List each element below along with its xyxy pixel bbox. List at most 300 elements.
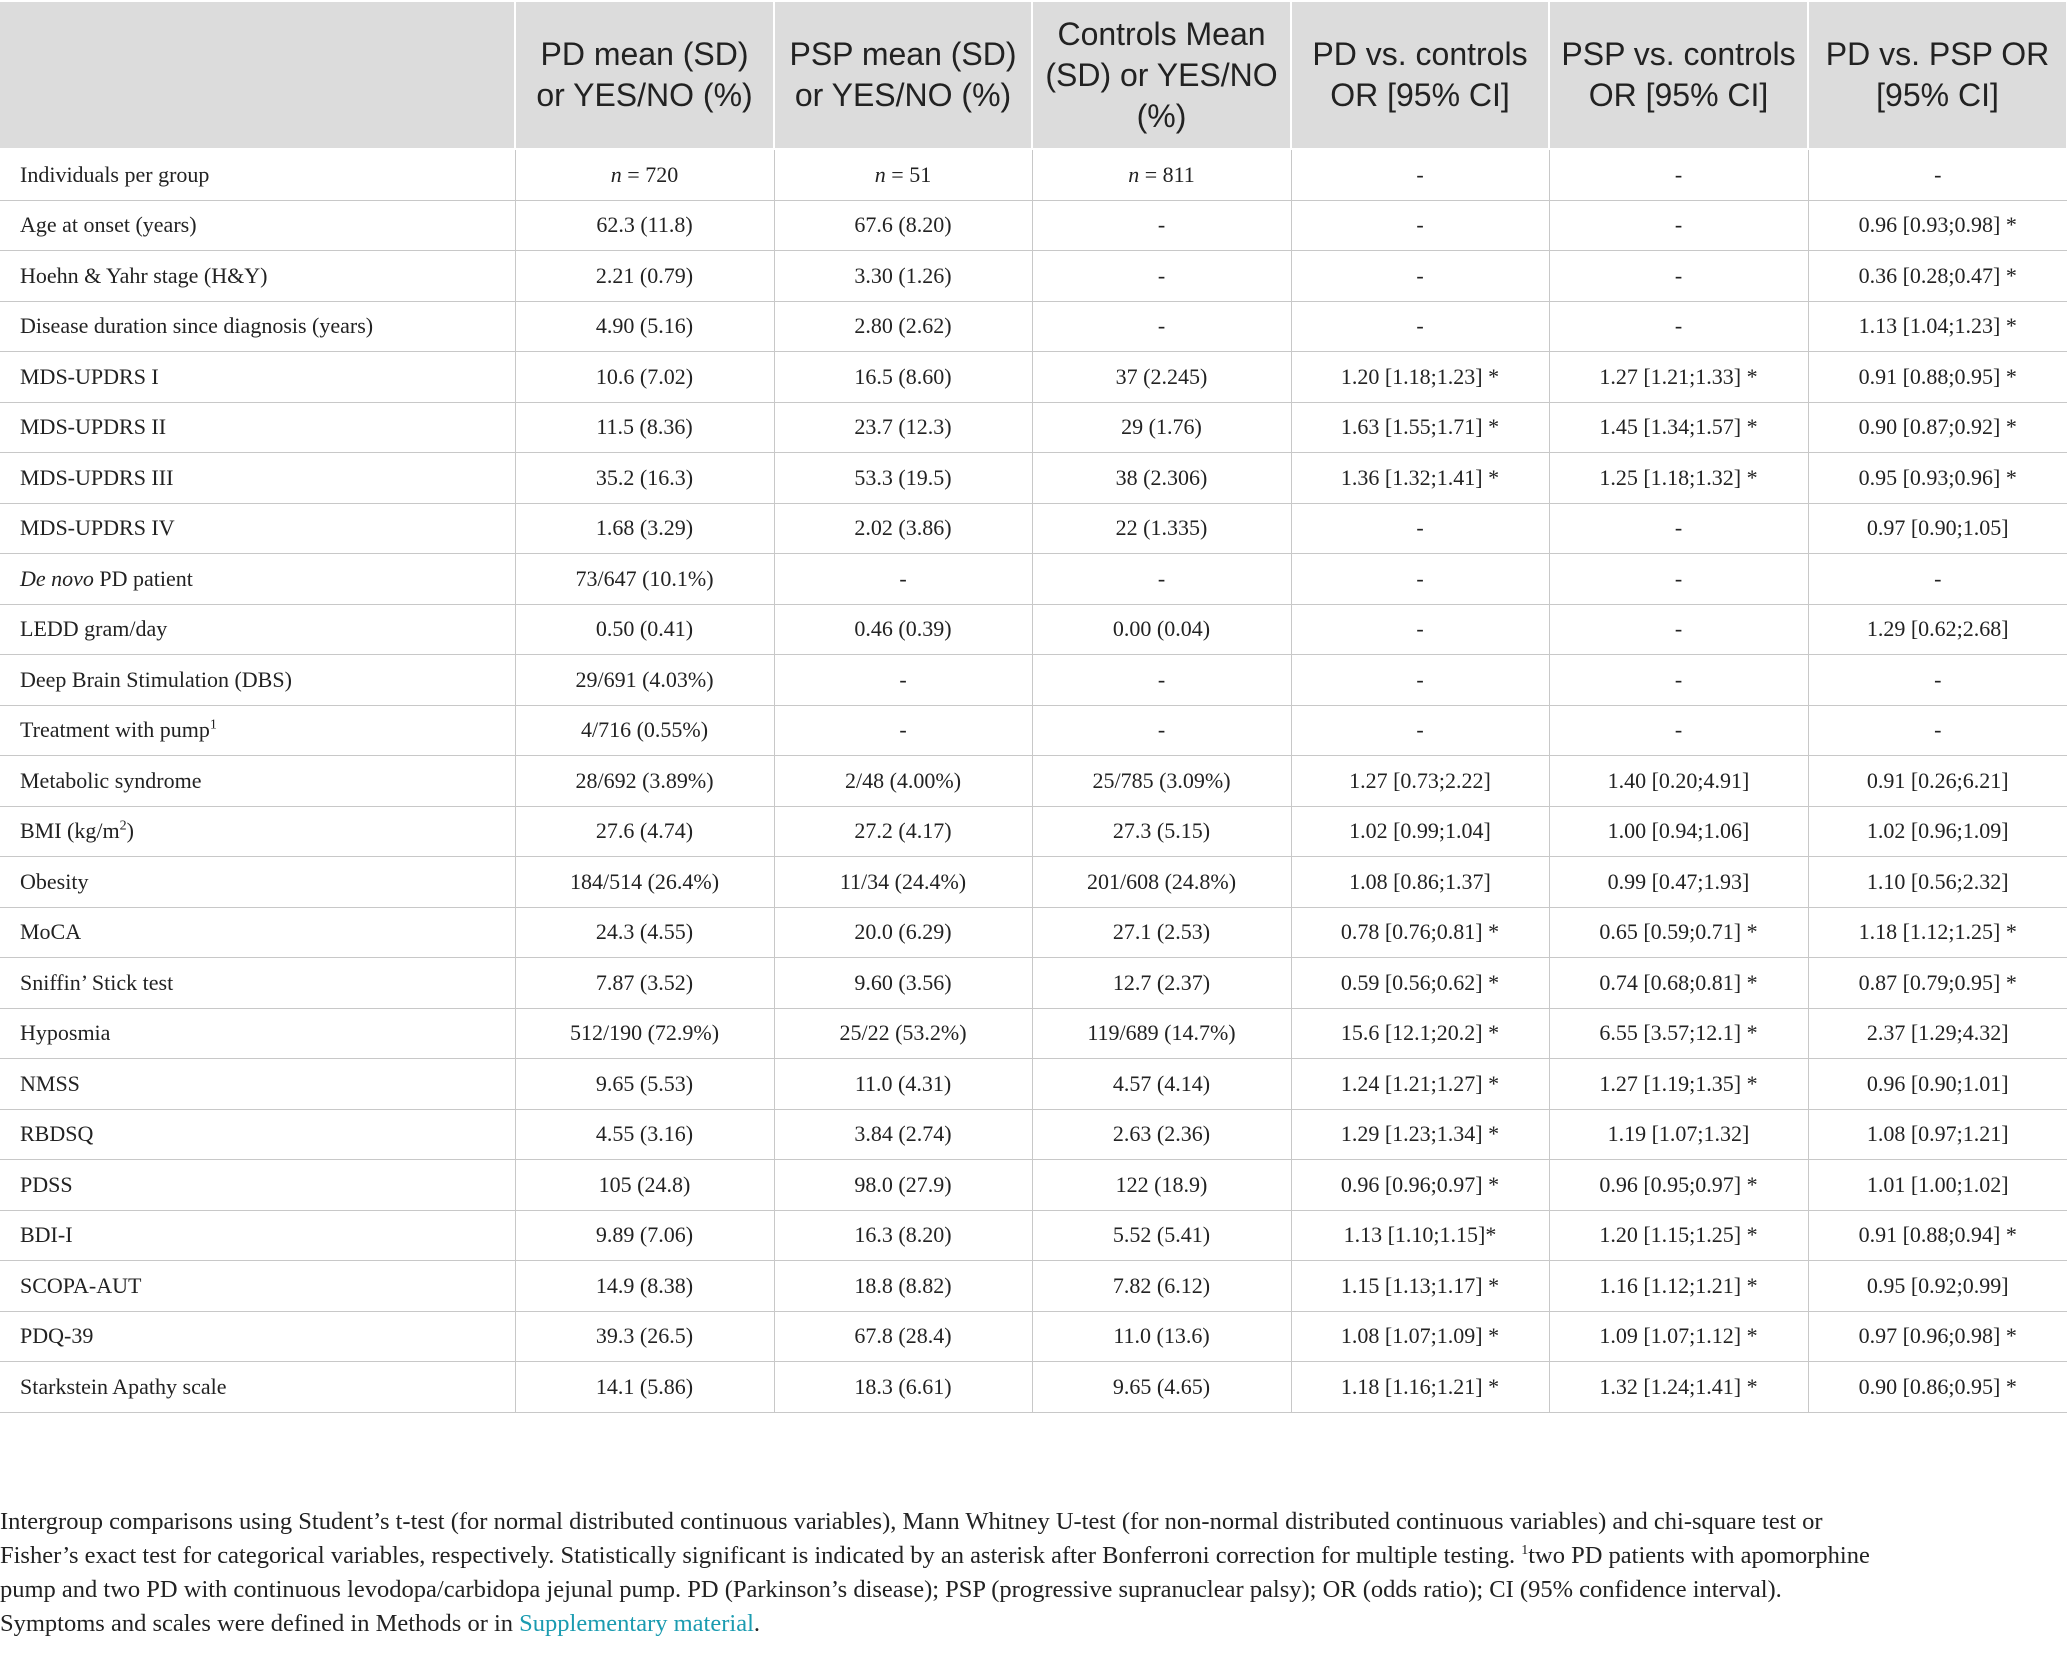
table-cell bbox=[774, 1059, 1032, 1110]
cell-value: 4/716 (0.55%) bbox=[580, 717, 709, 743]
table-cell bbox=[1808, 604, 2067, 655]
cell-value: 512/190 (72.9%) bbox=[569, 1020, 720, 1046]
cell-value: 2.63 (2.36) bbox=[1112, 1121, 1211, 1147]
table-cell bbox=[1549, 1210, 1808, 1261]
cell-value: 27.2 (4.17) bbox=[854, 818, 952, 844]
table-cell bbox=[1808, 756, 2067, 807]
row-label-text: MDS-UPDRS III bbox=[20, 464, 174, 490]
cell-value: 0.00 (0.04) bbox=[1112, 616, 1211, 642]
cell-value: - bbox=[1416, 616, 1424, 642]
cell-value: 0.65 [0.59;0.71] * bbox=[1599, 919, 1758, 945]
row-label bbox=[0, 756, 515, 807]
table-cell bbox=[1549, 503, 1808, 554]
row-label-suffix: ) bbox=[126, 818, 134, 844]
cell-value: 37 (2.245) bbox=[1115, 363, 1208, 389]
table-cell bbox=[1291, 200, 1549, 251]
cell-value: 16.5 (8.60) bbox=[854, 363, 952, 389]
table-cell bbox=[1291, 453, 1549, 504]
row-label bbox=[0, 1210, 515, 1261]
table-cell bbox=[1291, 1008, 1549, 1059]
cell-value: 35.2 (16.3) bbox=[595, 464, 694, 490]
row-label bbox=[0, 149, 515, 200]
cell-value: - bbox=[1674, 515, 1683, 541]
row-label bbox=[0, 200, 515, 251]
table-cell bbox=[1291, 1059, 1549, 1110]
cell-value: - bbox=[1157, 313, 1166, 339]
cell-value: 0.90 [0.87;0.92] * bbox=[1858, 414, 2017, 440]
row-label bbox=[0, 1362, 515, 1413]
table-row bbox=[0, 756, 2067, 807]
table-cell bbox=[1549, 756, 1808, 807]
row-label bbox=[0, 1160, 515, 1211]
table-body bbox=[0, 149, 2067, 1412]
cell-value: 1.09 [1.07;1.12] * bbox=[1599, 1323, 1758, 1349]
table-row bbox=[0, 806, 2067, 857]
table-cell bbox=[1808, 958, 2067, 1009]
cell-value: 0.87 [0.79;0.95] * bbox=[1858, 969, 2017, 995]
cell-value: 15.6 [12.1;20.2] * bbox=[1340, 1020, 1500, 1046]
supplementary-material-link[interactable]: Supplementary material bbox=[519, 1610, 754, 1637]
table-cell bbox=[515, 857, 774, 908]
table-cell bbox=[1032, 756, 1291, 807]
table-cell bbox=[1549, 907, 1808, 958]
table-cell bbox=[1291, 806, 1549, 857]
row-label-text: RBDSQ bbox=[20, 1121, 94, 1147]
cell-value: - bbox=[1934, 565, 1942, 591]
table-cell bbox=[1549, 1362, 1808, 1413]
table-cell bbox=[1291, 1261, 1549, 1312]
cell-value: 0.97 [0.96;0.98] * bbox=[1858, 1323, 2017, 1349]
cell-value: 1.18 [1.16;1.21] * bbox=[1340, 1373, 1500, 1399]
table-cell bbox=[774, 756, 1032, 807]
cell-value: 119/689 (14.7%) bbox=[1087, 1020, 1236, 1046]
row-label-text: MDS-UPDRS I bbox=[20, 363, 159, 389]
cell-value: - bbox=[1157, 717, 1166, 743]
table-cell bbox=[1549, 1008, 1808, 1059]
table-cell bbox=[1032, 554, 1291, 605]
table-cell bbox=[774, 857, 1032, 908]
cell-value: 67.8 (28.4) bbox=[854, 1323, 952, 1349]
cell-value: 1.24 [1.21;1.27] * bbox=[1340, 1070, 1500, 1096]
table-row bbox=[0, 857, 2067, 908]
table-cell bbox=[515, 1311, 774, 1362]
row-label bbox=[0, 1059, 515, 1110]
table-cell bbox=[1808, 1059, 2067, 1110]
table-cell bbox=[774, 1311, 1032, 1362]
cell-value: - bbox=[899, 565, 907, 591]
table-cell bbox=[1549, 958, 1808, 1009]
cell-value: 0.36 [0.28;0.47] * bbox=[1858, 262, 2017, 288]
row-label-text: Individuals per group bbox=[20, 161, 210, 187]
table-cell bbox=[1291, 958, 1549, 1009]
cell-value: 0.96 [0.90;1.01] bbox=[1866, 1070, 2009, 1096]
cell-value: 0.50 (0.41) bbox=[595, 616, 694, 642]
table-cell bbox=[1808, 655, 2067, 706]
cell-value: 0.46 (0.39) bbox=[854, 616, 952, 642]
row-label-text: PD patient bbox=[93, 565, 193, 591]
cell-value: 0.59 [0.56;0.62] * bbox=[1340, 969, 1500, 995]
cell-value: - bbox=[1157, 262, 1166, 288]
row-label-text: NMSS bbox=[20, 1070, 80, 1096]
table-row bbox=[0, 503, 2067, 554]
table-row bbox=[0, 1059, 2067, 1110]
table-cell bbox=[1291, 149, 1549, 200]
cell-value: - bbox=[1416, 262, 1424, 288]
cell-value: 28/692 (3.89%) bbox=[575, 767, 714, 793]
table-cell bbox=[515, 1109, 774, 1160]
table-cell bbox=[515, 756, 774, 807]
cell-value: 20.0 (6.29) bbox=[854, 919, 952, 945]
table-cell bbox=[1032, 1210, 1291, 1261]
cell-value: 0.91 [0.26;6.21] bbox=[1866, 767, 2009, 793]
header-cell: PSP mean (SD) or YES/NO (%) bbox=[774, 1, 1032, 149]
cell-value: 0.95 [0.93;0.96] * bbox=[1858, 464, 2017, 490]
table-cell bbox=[1549, 149, 1808, 200]
table-cell bbox=[1291, 402, 1549, 453]
table-cell bbox=[515, 554, 774, 605]
cell-value: 1.27 [0.73;2.22] bbox=[1349, 767, 1491, 793]
row-label bbox=[0, 453, 515, 504]
cell-value: 184/514 (26.4%) bbox=[569, 868, 720, 894]
cell-value: 7.82 (6.12) bbox=[1112, 1272, 1211, 1298]
table-cell bbox=[774, 1109, 1032, 1160]
table-cell bbox=[1291, 604, 1549, 655]
table-cell bbox=[1291, 655, 1549, 706]
cell-value: - bbox=[1674, 616, 1683, 642]
table-cell bbox=[774, 907, 1032, 958]
row-label-italic: De novo bbox=[20, 565, 94, 591]
table-cell bbox=[1291, 1160, 1549, 1211]
table-cell bbox=[1808, 1008, 2067, 1059]
header-cell: PD vs. controls OR [95% CI] bbox=[1291, 1, 1549, 149]
cell-value: 1.20 [1.18;1.23] * bbox=[1340, 363, 1500, 389]
footnote-marker: 1 bbox=[1521, 1542, 1529, 1558]
cell-value: - bbox=[1416, 565, 1424, 591]
cell-value: 1.10 [0.56;2.32] bbox=[1866, 868, 2009, 894]
row-label bbox=[0, 1261, 515, 1312]
cell-value: 1.13 [1.04;1.23] * bbox=[1858, 313, 2017, 339]
cell-value: 1.02 [0.96;1.09] bbox=[1866, 818, 2009, 844]
cell-value: - bbox=[1157, 666, 1166, 692]
cell-value: 1.08 [1.07;1.09] * bbox=[1340, 1323, 1500, 1349]
cell-value: 0.96 [0.96;0.97] * bbox=[1340, 1171, 1500, 1197]
cell-value: 2.02 (3.86) bbox=[854, 515, 952, 541]
cell-value: - bbox=[1416, 313, 1424, 339]
table-cell bbox=[1032, 301, 1291, 352]
table-cell bbox=[1808, 402, 2067, 453]
table-cell bbox=[1291, 301, 1549, 352]
cell-value: 62.3 (11.8) bbox=[596, 212, 693, 238]
table-cell bbox=[515, 402, 774, 453]
cell-value: 1.63 [1.55;1.71] * bbox=[1340, 414, 1500, 440]
cell-value: 1.18 [1.12;1.25] * bbox=[1858, 919, 2017, 945]
table-cell bbox=[515, 149, 774, 200]
table-cell bbox=[515, 958, 774, 1009]
row-label-text: PDQ-39 bbox=[20, 1323, 94, 1349]
table-cell bbox=[515, 503, 774, 554]
cell-value: 0.78 [0.76;0.81] * bbox=[1340, 919, 1500, 945]
footnote-text: Fisher’s exact test for categorical variables, respectively. Statistically significant is indicated by an asterisk after Bonferroni correction for multiple testing. bbox=[0, 1542, 1522, 1569]
cell-value: 5.52 (5.41) bbox=[1112, 1222, 1211, 1248]
row-label-text: Treatment with pump bbox=[20, 717, 210, 743]
row-label-text: Hyposmia bbox=[20, 1020, 111, 1046]
cell-value: 2.80 (2.62) bbox=[854, 313, 952, 339]
cell-value: 0.96 [0.93;0.98] * bbox=[1858, 212, 2017, 238]
row-label bbox=[0, 806, 515, 857]
table-cell bbox=[1549, 857, 1808, 908]
cell-value: 25/22 (53.2%) bbox=[839, 1020, 967, 1046]
table-cell bbox=[1808, 857, 2067, 908]
table-cell bbox=[1808, 1210, 2067, 1261]
cell-value: = 720 bbox=[627, 161, 679, 187]
table-cell bbox=[1549, 705, 1808, 756]
table-cell bbox=[1808, 907, 2067, 958]
footnote-text: Symptoms and scales were defined in Methods or in bbox=[0, 1610, 520, 1637]
cell-value: 0.74 [0.68;0.81] * bbox=[1599, 969, 1758, 995]
cell-value: 105 (24.8) bbox=[598, 1171, 691, 1197]
cell-value: 3.84 (2.74) bbox=[854, 1121, 952, 1147]
table-cell bbox=[1032, 149, 1291, 200]
footnote-line: pump and two PD with continuous levodopa/carbidopa jejunal pump. PD (Parkinson’s disease); PSP (progressive supranuclear palsy); OR (odds ratio); CI (95% confidence interval). bbox=[0, 1576, 1782, 1603]
table-row bbox=[0, 1008, 2067, 1059]
footnote-text: two PD patients with apomorphine bbox=[1528, 1542, 1870, 1569]
table-cell bbox=[1549, 1261, 1808, 1312]
header-cell bbox=[0, 1, 515, 149]
table-row bbox=[0, 251, 2067, 302]
table-row bbox=[0, 402, 2067, 453]
cell-value: 1.29 [0.62;2.68] bbox=[1866, 616, 2009, 642]
cell-value: 38 (2.306) bbox=[1115, 464, 1208, 490]
table-cell bbox=[1808, 352, 2067, 403]
row-label bbox=[0, 503, 515, 554]
table-cell bbox=[1808, 149, 2067, 200]
header-cell: Controls Mean (SD) or YES/NO (%) bbox=[1032, 1, 1291, 149]
table-cell bbox=[1032, 200, 1291, 251]
cell-value: 0.90 [0.86;0.95] * bbox=[1858, 1373, 2017, 1399]
row-label bbox=[0, 251, 515, 302]
row-label-text: Hoehn & Yahr stage (H&Y) bbox=[20, 262, 268, 288]
table-cell bbox=[515, 1261, 774, 1312]
table-cell bbox=[1032, 1160, 1291, 1211]
table-cell bbox=[515, 705, 774, 756]
cell-value: 53.3 (19.5) bbox=[854, 464, 952, 490]
table-row bbox=[0, 1311, 2067, 1362]
table-cell bbox=[1549, 352, 1808, 403]
table-cell bbox=[1549, 604, 1808, 655]
cell-value: - bbox=[1674, 161, 1683, 187]
table-cell bbox=[1808, 301, 2067, 352]
table-cell bbox=[774, 251, 1032, 302]
row-label bbox=[0, 958, 515, 1009]
table-cell bbox=[1549, 1109, 1808, 1160]
table-cell bbox=[1291, 554, 1549, 605]
cell-value: 1.40 [0.20;4.91] bbox=[1607, 767, 1750, 793]
cell-value: 1.08 [0.86;1.37] bbox=[1349, 868, 1491, 894]
cell-value: 201/608 (24.8%) bbox=[1086, 868, 1237, 894]
cell-value: - bbox=[1934, 717, 1942, 743]
cell-value: 1.68 (3.29) bbox=[595, 515, 694, 541]
table-cell bbox=[774, 806, 1032, 857]
cell-value: 27.3 (5.15) bbox=[1112, 818, 1211, 844]
cell-value: - bbox=[899, 717, 907, 743]
cell-value: - bbox=[1674, 212, 1683, 238]
cell-value: 22 (1.335) bbox=[1115, 515, 1208, 541]
table-cell bbox=[515, 251, 774, 302]
table-cell bbox=[515, 604, 774, 655]
cell-value: 1.08 [0.97;1.21] bbox=[1866, 1121, 2009, 1147]
table-row bbox=[0, 554, 2067, 605]
cell-value: 1.02 [0.99;1.04] bbox=[1349, 818, 1491, 844]
cell-value: 1.20 [1.15;1.25] * bbox=[1599, 1222, 1758, 1248]
cell-value: - bbox=[1674, 262, 1683, 288]
table-cell bbox=[515, 200, 774, 251]
table-cell bbox=[515, 352, 774, 403]
row-label-text: PDSS bbox=[20, 1171, 73, 1197]
table-cell bbox=[515, 301, 774, 352]
table-cell bbox=[774, 453, 1032, 504]
table-cell bbox=[774, 705, 1032, 756]
cell-value: 4.57 (4.14) bbox=[1112, 1070, 1211, 1096]
cell-value: - bbox=[1416, 212, 1424, 238]
cell-value: 98.0 (27.9) bbox=[854, 1171, 952, 1197]
table-cell bbox=[1032, 352, 1291, 403]
header-cell: PD vs. PSP OR [95% CI] bbox=[1808, 1, 2067, 149]
row-label-text: BMI (kg/m bbox=[20, 818, 120, 844]
row-label bbox=[0, 1311, 515, 1362]
cell-value: 2.37 [1.29;4.32] bbox=[1866, 1020, 2009, 1046]
table-cell bbox=[1032, 1109, 1291, 1160]
cell-value: 1.19 [1.07;1.32] bbox=[1607, 1121, 1750, 1147]
table-cell bbox=[1808, 251, 2067, 302]
table-row bbox=[0, 1362, 2067, 1413]
cell-value: 4.90 (5.16) bbox=[595, 313, 694, 339]
header-cell: PD mean (SD) or YES/NO (%) bbox=[515, 1, 774, 149]
cell-value: 9.65 (5.53) bbox=[595, 1070, 694, 1096]
table-cell bbox=[774, 1008, 1032, 1059]
row-label bbox=[0, 402, 515, 453]
table-cell bbox=[1032, 655, 1291, 706]
cell-value: 12.7 (2.37) bbox=[1112, 969, 1211, 995]
table-cell bbox=[1808, 554, 2067, 605]
cell-value: - bbox=[1674, 666, 1683, 692]
cell-value: 1.32 [1.24;1.41] * bbox=[1599, 1373, 1758, 1399]
table-cell bbox=[774, 554, 1032, 605]
cell-value: 9.65 (4.65) bbox=[1112, 1373, 1211, 1399]
cell-value: 11.0 (13.6) bbox=[1113, 1323, 1210, 1349]
cell-value: 2/48 (4.00%) bbox=[844, 767, 962, 793]
table-row bbox=[0, 352, 2067, 403]
row-label bbox=[0, 554, 515, 605]
table-cell bbox=[1549, 200, 1808, 251]
cell-value: 0.91 [0.88;0.95] * bbox=[1858, 363, 2017, 389]
cell-value: 3.30 (1.26) bbox=[854, 262, 952, 288]
cell-value: - bbox=[1674, 313, 1683, 339]
cell-value: - bbox=[1416, 515, 1424, 541]
cell-value: 16.3 (8.20) bbox=[854, 1222, 952, 1248]
table-cell bbox=[774, 352, 1032, 403]
cell-value: 1.13 [1.10;1.15]* bbox=[1343, 1222, 1497, 1248]
footnote-line: Intergroup comparisons using Student’s t-test (for normal distributed continuous variables), Mann Whitney U-test (for non-normal distributed continuous variables) and chi-square test or bbox=[0, 1508, 1823, 1535]
table-cell bbox=[774, 604, 1032, 655]
cell-value: 0.96 [0.95;0.97] * bbox=[1599, 1171, 1758, 1197]
table-cell bbox=[1291, 705, 1549, 756]
table-cell bbox=[1032, 1362, 1291, 1413]
table-cell bbox=[1032, 503, 1291, 554]
table-row bbox=[0, 1210, 2067, 1261]
row-label bbox=[0, 655, 515, 706]
table-cell bbox=[1808, 705, 2067, 756]
table-cell bbox=[774, 655, 1032, 706]
table-cell bbox=[1549, 301, 1808, 352]
cell-value: 29 (1.76) bbox=[1121, 414, 1202, 440]
n-symbol: n bbox=[610, 161, 622, 187]
table-row bbox=[0, 655, 2067, 706]
table-cell bbox=[1032, 251, 1291, 302]
cell-value: 1.25 [1.18;1.32] * bbox=[1599, 464, 1758, 490]
cell-value: 11/34 (24.4%) bbox=[839, 868, 967, 894]
table-cell bbox=[1291, 352, 1549, 403]
table-cell bbox=[774, 200, 1032, 251]
footnote-line bbox=[0, 1607, 2067, 1641]
cell-value: 9.60 (3.56) bbox=[854, 969, 952, 995]
cell-value: 27.1 (2.53) bbox=[1112, 919, 1211, 945]
table-cell bbox=[1549, 251, 1808, 302]
table-cell bbox=[774, 1160, 1032, 1211]
table-cell bbox=[1808, 1261, 2067, 1312]
cell-value: 39.3 (26.5) bbox=[595, 1323, 694, 1349]
row-label-text: SCOPA-AUT bbox=[20, 1272, 142, 1298]
table-row bbox=[0, 907, 2067, 958]
table-cell bbox=[774, 402, 1032, 453]
table-row bbox=[0, 453, 2067, 504]
cell-value: 1.36 [1.32;1.41] * bbox=[1340, 464, 1500, 490]
table-cell bbox=[1808, 1109, 2067, 1160]
cell-value: 24.3 (4.55) bbox=[595, 919, 694, 945]
row-label bbox=[0, 907, 515, 958]
cell-value: 0.99 [0.47;1.93] bbox=[1607, 868, 1750, 894]
table-cell bbox=[1032, 857, 1291, 908]
row-label bbox=[0, 604, 515, 655]
cell-value: - bbox=[1416, 666, 1424, 692]
table-cell bbox=[774, 1362, 1032, 1413]
row-label bbox=[0, 301, 515, 352]
table-cell bbox=[1032, 907, 1291, 958]
header-cell: PSP vs. controls OR [95% CI] bbox=[1549, 1, 1808, 149]
table-cell bbox=[774, 1210, 1032, 1261]
table-cell bbox=[1032, 958, 1291, 1009]
cell-value: 0.97 [0.90;1.05] bbox=[1866, 515, 2009, 541]
table-cell bbox=[1032, 705, 1291, 756]
row-label-text: LEDD gram/day bbox=[20, 616, 168, 642]
cell-value: 29/691 (4.03%) bbox=[575, 666, 714, 692]
cell-value: 18.8 (8.82) bbox=[854, 1272, 952, 1298]
table-cell bbox=[1549, 453, 1808, 504]
table-cell bbox=[1032, 1059, 1291, 1110]
table-cell bbox=[1032, 1008, 1291, 1059]
table-cell bbox=[515, 1008, 774, 1059]
row-label-text: MDS-UPDRS II bbox=[20, 414, 167, 440]
table-cell bbox=[1291, 857, 1549, 908]
table-cell bbox=[1808, 200, 2067, 251]
cell-value: 7.87 (3.52) bbox=[595, 969, 694, 995]
cell-value: 14.1 (5.86) bbox=[595, 1373, 694, 1399]
table-row bbox=[0, 604, 2067, 655]
cell-value: 1.15 [1.13;1.17] * bbox=[1340, 1272, 1500, 1298]
table-cell bbox=[1808, 1362, 2067, 1413]
cell-value: 0.95 [0.92;0.99] bbox=[1866, 1272, 2009, 1298]
table-cell bbox=[1032, 806, 1291, 857]
footnote-text: . bbox=[753, 1610, 761, 1637]
